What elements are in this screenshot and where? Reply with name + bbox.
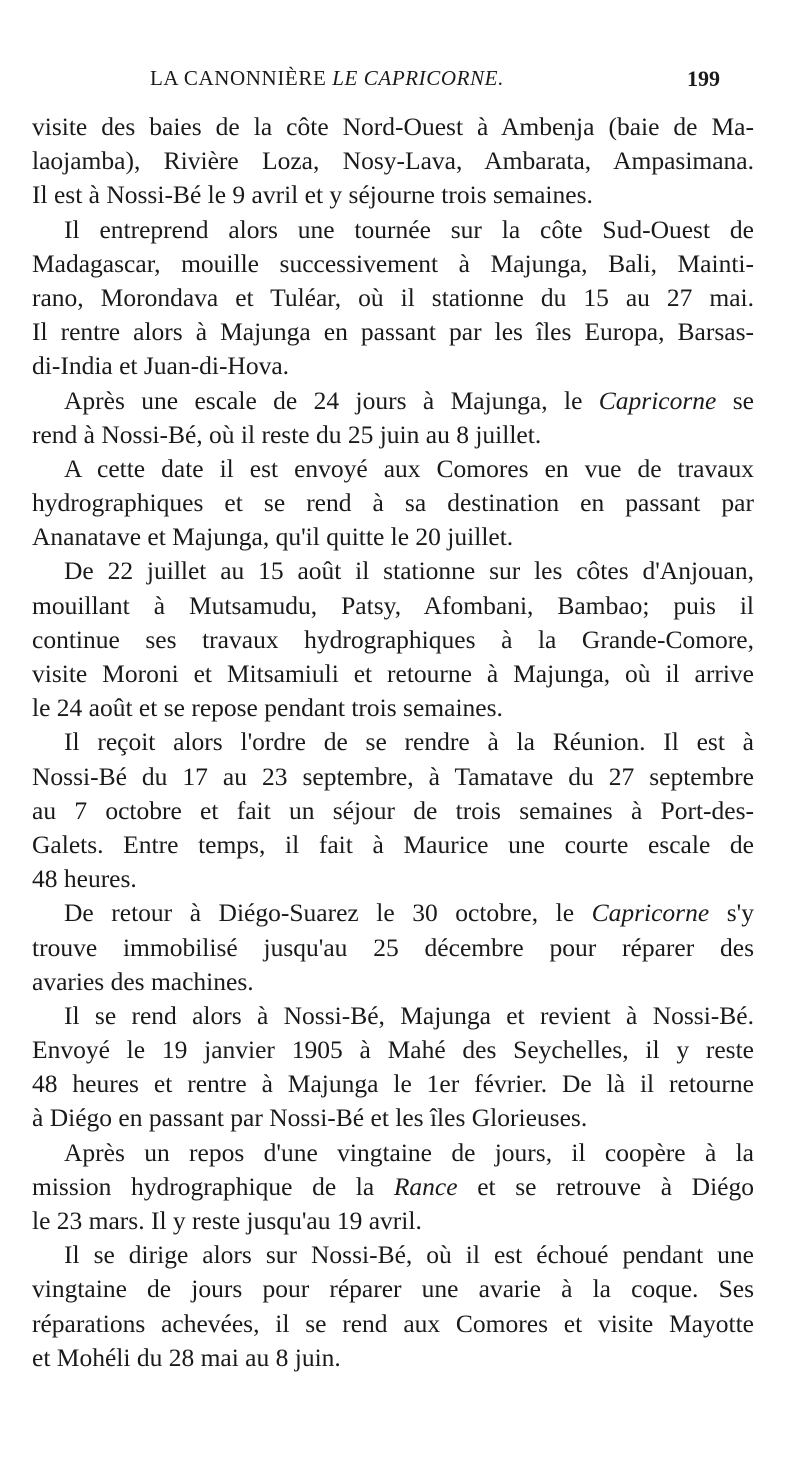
text-segment: hydrographiques et se rend à sa destination en passant par (32, 488, 754, 518)
text-segment: De retour à Diégo-Suarez le 30 octobre, le (64, 898, 592, 928)
text-line (32, 1341, 754, 1375)
text-line (32, 896, 754, 930)
italic-ship-name: Rance (393, 1171, 458, 1201)
text-line (32, 931, 754, 965)
text-segment: visite des baies de la côte Nord-Ouest à Ambenja (baie de Ma- (32, 112, 754, 141)
text-line (32, 384, 754, 418)
text-segment: mission hydrographique de la (32, 1171, 394, 1201)
text-segment: di-India et Juan-di-Hova. (32, 351, 290, 381)
text-segment: Nossi-Bé du 17 au 23 septembre, à Tamatave du 27 septembre (32, 761, 754, 791)
text-line (32, 828, 754, 862)
text-line (32, 589, 754, 623)
text-segment: laojamba), Rivière Loza, Nosy-Lava, Ambarata, Ampasimana. (32, 146, 754, 176)
running-title-ship-name: LE CAPRICORNE. (332, 66, 504, 90)
text-segment: Il reçoit alors l'ordre de se rendre à la Réunion. Il est à (64, 727, 754, 757)
text-segment: 48 heures et rentre à Majunga le 1er février. De là il retourne (32, 1069, 754, 1099)
text-line (32, 486, 754, 520)
text-line (32, 965, 754, 999)
text-line (32, 1170, 754, 1204)
text-segment: Ananatave et Majunga, qu'il quitte le 20 juillet. (32, 522, 514, 552)
text-line (32, 794, 754, 828)
text-segment: s'y (709, 898, 754, 928)
text-line (32, 1238, 754, 1272)
text-line (32, 1067, 754, 1101)
text-line (32, 999, 754, 1033)
text-line (32, 349, 754, 383)
text-segment: Madagascar, mouille successivement à Majunga, Bali, Mainti- (32, 248, 754, 278)
text-line (32, 760, 754, 794)
text-segment: Il rentre alors à Majunga en passant par les îles Europa, Barsas- (32, 317, 754, 347)
text-segment: mouillant à Mutsamudu, Patsy, Afombani, Bambao; puis il (32, 590, 754, 620)
text-line (32, 1136, 754, 1170)
text-segment: 48 heures. (32, 864, 137, 894)
text-line (32, 691, 754, 725)
italic-ship-name: Capricorne (591, 898, 710, 928)
text-segment: Il se dirige alors sur Nossi-Bé, où il est échoué pendant une (64, 1240, 754, 1270)
running-title (150, 66, 504, 91)
text-line (32, 247, 754, 281)
text-segment: visite Moroni et Mitsamiuli et retourne à Majunga, où il arrive (32, 659, 754, 688)
body-text (32, 110, 754, 1375)
text-line (32, 1307, 754, 1341)
text-line (32, 315, 754, 349)
text-line (32, 520, 754, 554)
text-line (32, 1101, 754, 1135)
text-line (32, 1033, 754, 1067)
text-segment: A cette date il est envoyé aux Comores en vue de travaux (64, 453, 754, 483)
text-segment: Après un repos d'une vingtaine de jours, il coopère à la (64, 1137, 754, 1167)
text-line (32, 657, 754, 691)
text-segment: Après une escale de 24 jours à Majunga, le (64, 385, 599, 415)
text-segment: et se retrouve à Diégo (457, 1171, 754, 1201)
page-number: 199 (687, 66, 720, 91)
text-segment: Il se rend alors à Nossi-Bé, Majunga et revient à Nossi-Bé. (64, 1000, 754, 1030)
text-segment: le 24 août et se repose pendant trois semaines. (32, 693, 503, 723)
running-header (150, 66, 720, 100)
text-line (32, 862, 754, 896)
text-segment: trouve immobilisé jusqu'au 25 décembre pour réparer des (32, 932, 754, 962)
text-segment: Il est à Nossi-Bé le 9 avril et y séjourne trois semaines. (32, 180, 593, 210)
text-segment: continue ses travaux hydrographiques à la Grande-Comore, (32, 624, 754, 654)
text-line (32, 178, 754, 212)
text-segment: le 23 mars. Il y reste jusqu'au 19 avril. (32, 1206, 422, 1235)
italic-ship-name: Capricorne (598, 385, 717, 415)
text-segment: Galets. Entre temps, il fait à Maurice une courte escale de (32, 829, 754, 859)
text-line (32, 418, 754, 452)
text-segment: au 7 octobre et fait un séjour de trois semaines à Port-des- (32, 795, 754, 825)
text-line (32, 213, 754, 247)
text-segment: rano, Morondava et Tuléar, où il stationne du 15 au 27 mai. (32, 282, 754, 312)
text-segment: Envoyé le 19 janvier 1905 à Mahé des Seychelles, il y reste (32, 1035, 754, 1065)
text-segment: avaries des machines. (32, 966, 254, 996)
text-line (32, 1272, 754, 1306)
text-line (32, 452, 754, 486)
text-line (32, 725, 754, 759)
text-segment: De 22 juillet au 15 août il stationne sur les côtes d'Anjouan, (64, 556, 754, 586)
text-line (32, 110, 754, 144)
text-segment: vingtaine de jours pour réparer une avarie à la coque. Ses (32, 1274, 754, 1304)
text-segment: à Diégo en passant par Nossi-Bé et les îles Glorieuses. (32, 1103, 588, 1133)
text-line (32, 554, 754, 588)
text-segment: réparations achevées, il se rend aux Comores et visite Mayotte (32, 1308, 754, 1338)
text-line (32, 281, 754, 315)
text-segment: Il entreprend alors une tournée sur la côte Sud-Ouest de (64, 214, 754, 244)
text-segment: se (716, 385, 754, 415)
text-line (32, 144, 754, 178)
text-line (32, 623, 754, 657)
running-title-prefix: LA CANONNIÈRE (150, 66, 327, 90)
text-segment: et Mohéli du 28 mai au 8 juin. (32, 1342, 341, 1372)
text-segment: rend à Nossi-Bé, où il reste du 25 juin au 8 juillet. (32, 419, 542, 449)
text-line (32, 1204, 754, 1238)
